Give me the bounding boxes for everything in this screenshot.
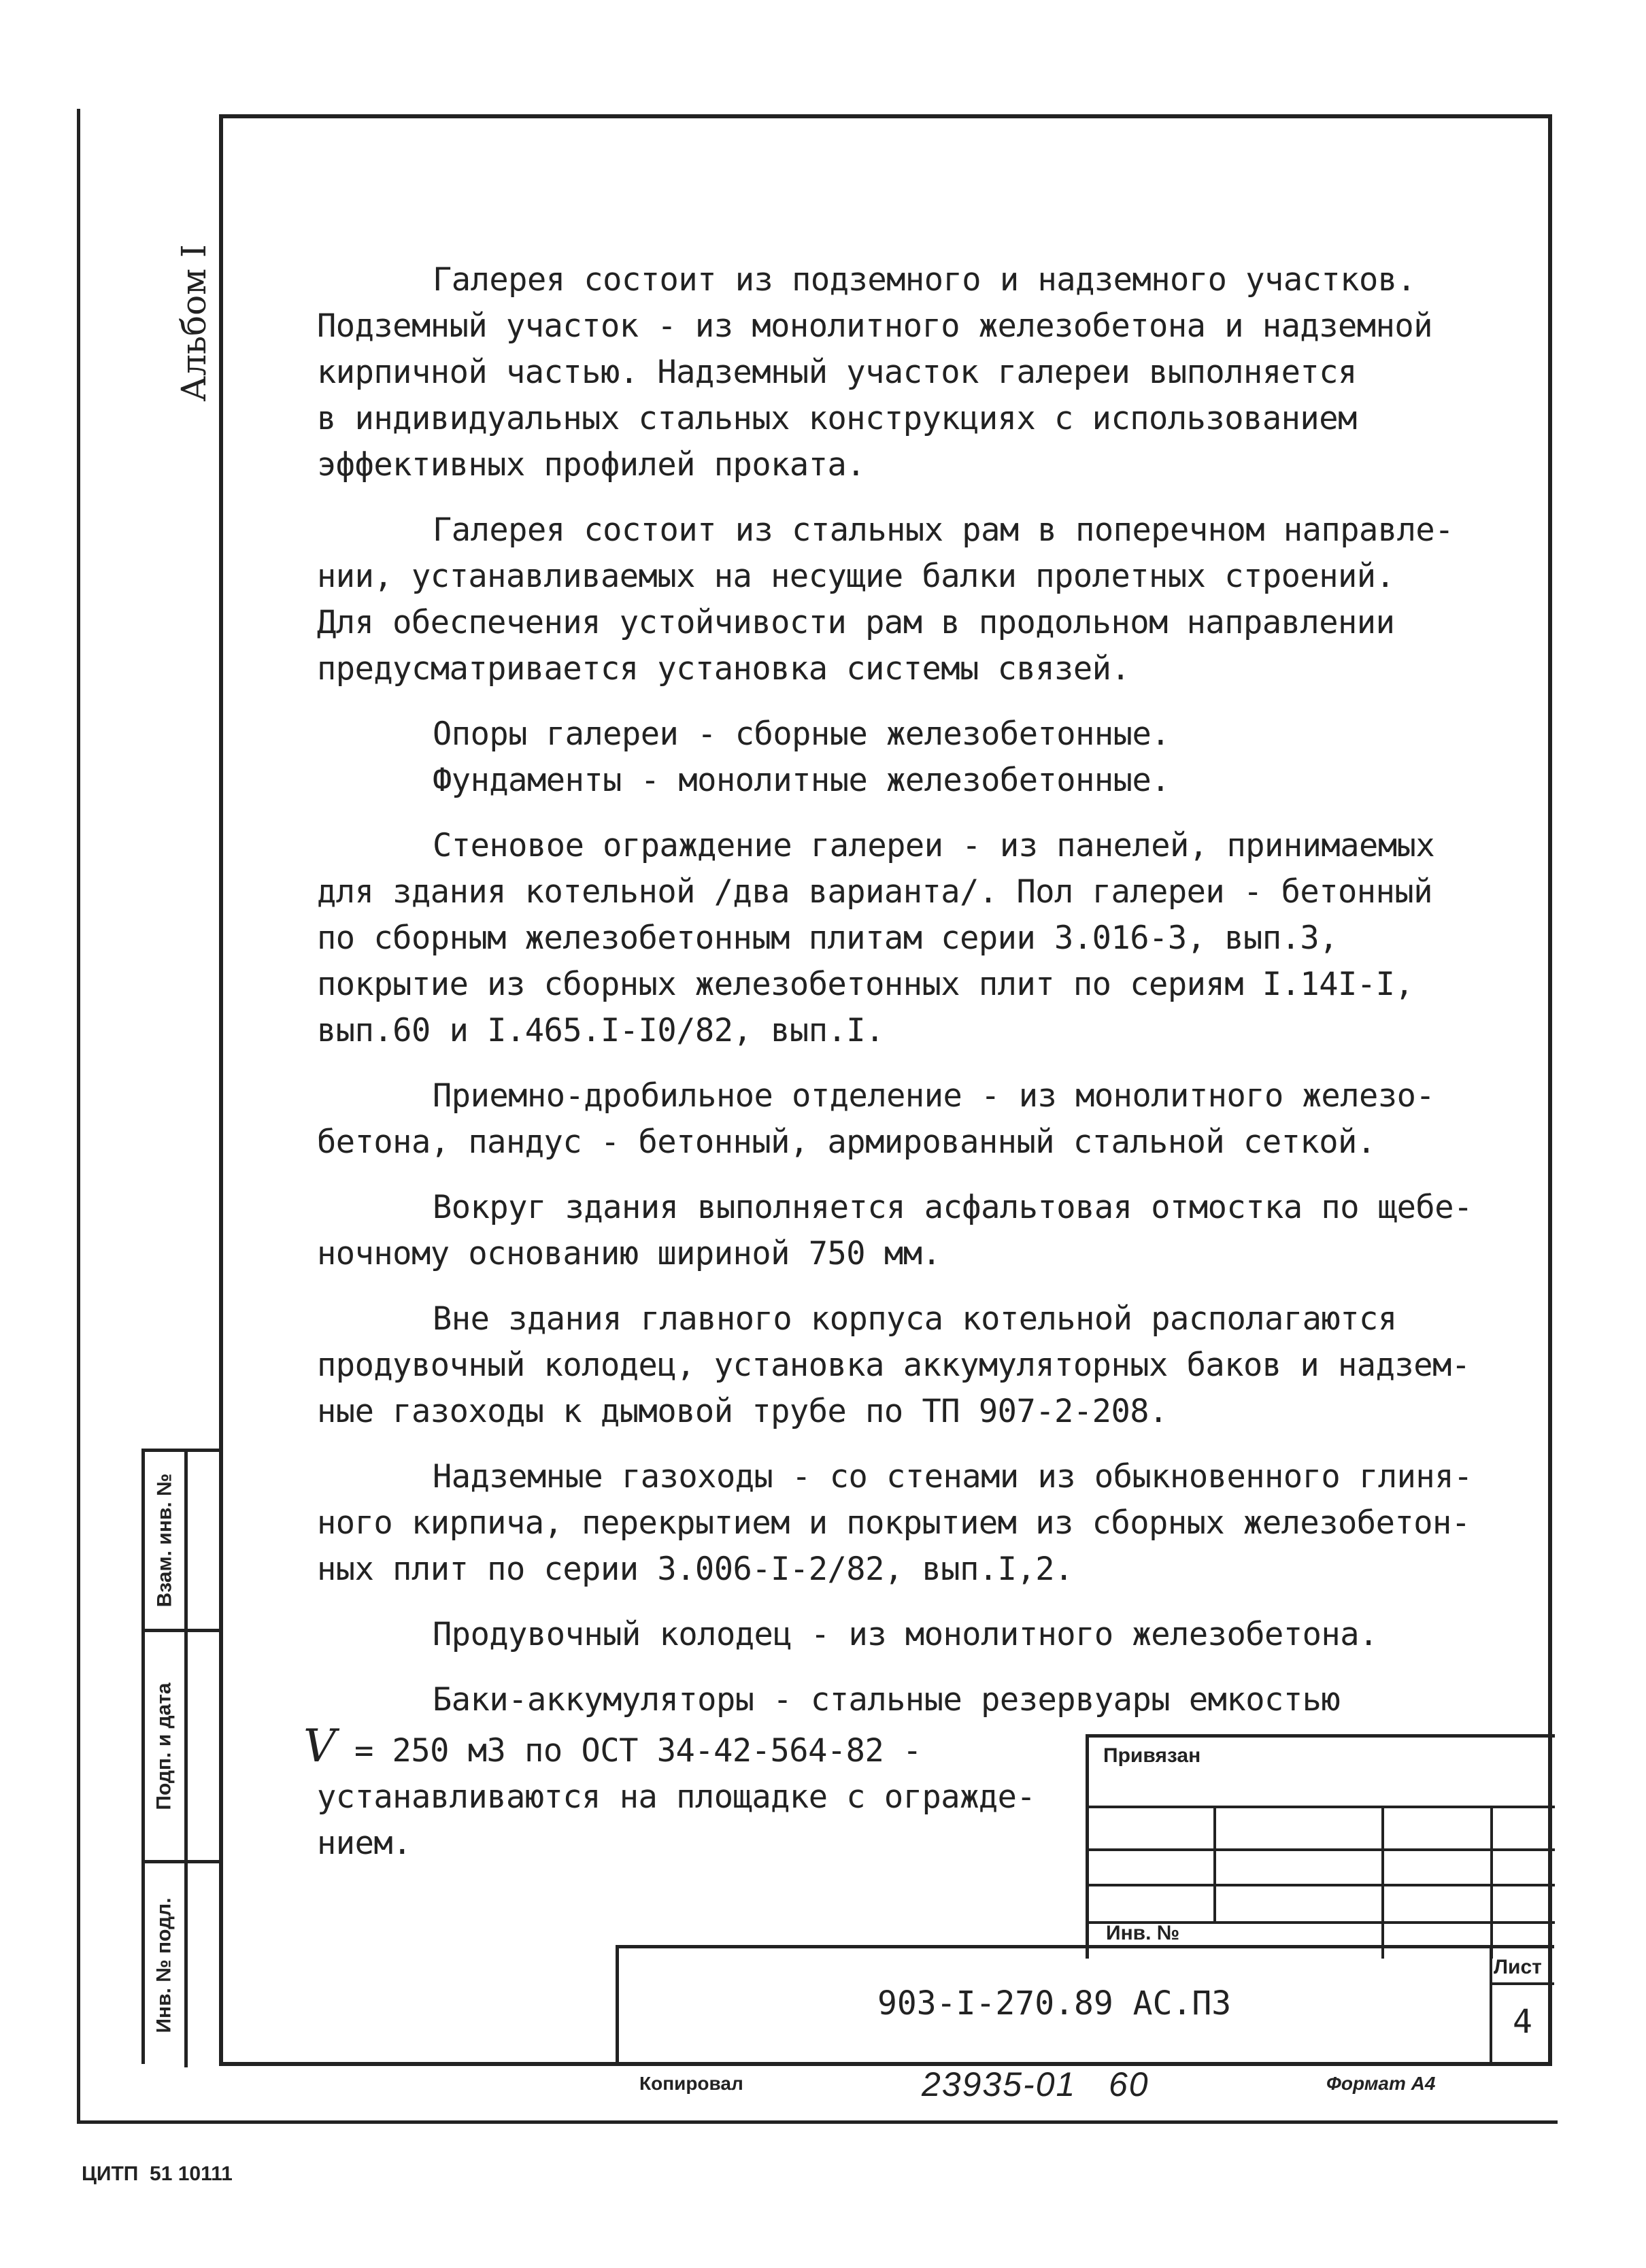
paragraph: [317, 257, 1487, 488]
text-line: Вне здания главного корпуса котельной располагаются: [433, 1300, 1397, 1338]
format-label: Формат А4: [1326, 2073, 1436, 2094]
binding-line-bottom: [77, 2120, 1558, 2124]
inventory-number-label: Инв. №: [1106, 1922, 1180, 1944]
text-line: предусматривается установка системы связей.: [317, 650, 1130, 688]
text-line: ных плит по серии 3.006-I-2/82, вып.I,2.: [317, 1551, 1073, 1588]
copied-by-label: Копировал: [639, 2073, 743, 2094]
volume-symbol: V: [303, 1720, 336, 1772]
text-line: продувочный колодец, установка аккумуляторных баков и надзем-: [317, 1347, 1471, 1384]
printer-mark: ЦИТП 51 10111: [82, 2163, 233, 2185]
text-line: Для обеспечения устойчивости рам в продольном направлении: [317, 604, 1395, 641]
text-line: кирпичной частью. Надземный участок галереи выполняется: [317, 354, 1357, 391]
side-stamp-row-replaced-inventory: [145, 1452, 223, 1632]
text-line: по сборным железобетонным плитам серии 3.016-3, вып.3,: [317, 919, 1339, 957]
sheet-number: 4: [1513, 2003, 1532, 2041]
text-line: ного кирпича, перекрытием и покрытием из сборных железобетон-: [317, 1504, 1471, 1542]
side-stamp-row-original-inventory: [145, 1863, 223, 2067]
document-code: 903-I-270.89 АС.ПЗ: [877, 1984, 1232, 2022]
text-line: Галерея состоит из подземного и надземного участков.: [433, 261, 1416, 299]
text-line: покрытие из сборных железобетонных плит по сериям I.14I-I,: [317, 966, 1414, 1003]
text-line: Надземные газоходы - со стенами из обыкновенного глиня-: [433, 1458, 1473, 1495]
paragraph: [317, 758, 1487, 804]
binding-label: Привязан: [1103, 1744, 1201, 1767]
text-line: вып.60 и I.465.I-I0/82, вып.I.: [317, 1012, 884, 1049]
sheet-label: Лист: [1494, 1956, 1542, 1978]
paragraph: [317, 1612, 1487, 1658]
paragraph: [317, 1185, 1487, 1277]
text-line: для здания котельной /два варианта/. Пол галереи - бетонный: [317, 873, 1432, 911]
text-line: Баки-аккумуляторы - стальные резервуары емкостью: [433, 1681, 1341, 1719]
side-stamp-table: [141, 1449, 223, 2064]
text-line: Фундаменты - монолитные железобетонные.: [433, 762, 1171, 799]
replaced-inventory-label: Взам. инв. №: [153, 1473, 176, 1608]
text-line: бетона, пандус - бетонный, армированный стальной сеткой.: [317, 1123, 1376, 1161]
text-line: Стеновое ограждение галереи - из панелей, принимаемых: [433, 827, 1435, 864]
text-line: эффективных профилей проката.: [317, 446, 866, 484]
text-line: Приемно-дробильное отделение - из монолитного железо-: [433, 1077, 1435, 1115]
text-line: ночному основанию шириной 750 мм.: [317, 1235, 941, 1272]
side-stamp-row-signature-date: [145, 1632, 223, 1863]
text-line: нием.: [317, 1825, 412, 1862]
paragraph: [317, 711, 1487, 758]
text-fragment: = 250 м3 по ОСТ 34-42-564-82 -: [335, 1732, 922, 1770]
text-line: Вокруг здания выполняется асфальтовая отмостка по щебе-: [433, 1189, 1473, 1226]
signature-date-label: Подп. и дата: [153, 1682, 175, 1810]
paragraph: [317, 1073, 1487, 1166]
text-line: нии, устанавливаемых на несущие балки пролетных строений.: [317, 558, 1395, 595]
text-line: ные газоходы к дымовой трубе по ТП 907-2-208.: [317, 1393, 1168, 1430]
text-line: Подземный участок - из монолитного железобетона и надземной: [317, 307, 1432, 345]
album-label: Альбом I: [174, 244, 214, 402]
paragraph: [317, 1454, 1487, 1593]
text-line: Продувочный колодец - из монолитного железобетона.: [433, 1616, 1378, 1653]
original-inventory-label: Инв. № подл.: [153, 1897, 175, 2033]
text-line: в индивидуальных стальных конструкциях с использованием: [317, 400, 1357, 437]
paragraph: [317, 823, 1487, 1054]
text-line: Галерея состоит из стальных рам в поперечном направле-: [433, 511, 1454, 549]
handwritten-number: 23935-01 60: [922, 2065, 1149, 2103]
paragraph: [317, 507, 1487, 692]
explanatory-note-text: [303, 257, 1487, 1867]
text-line: устанавливаются на площадке с огражде-: [317, 1778, 1036, 1816]
text-line: Опоры галереи - сборные железобетонные.: [433, 715, 1171, 753]
binding-line-left: [77, 109, 80, 2124]
paragraph: [317, 1296, 1487, 1435]
